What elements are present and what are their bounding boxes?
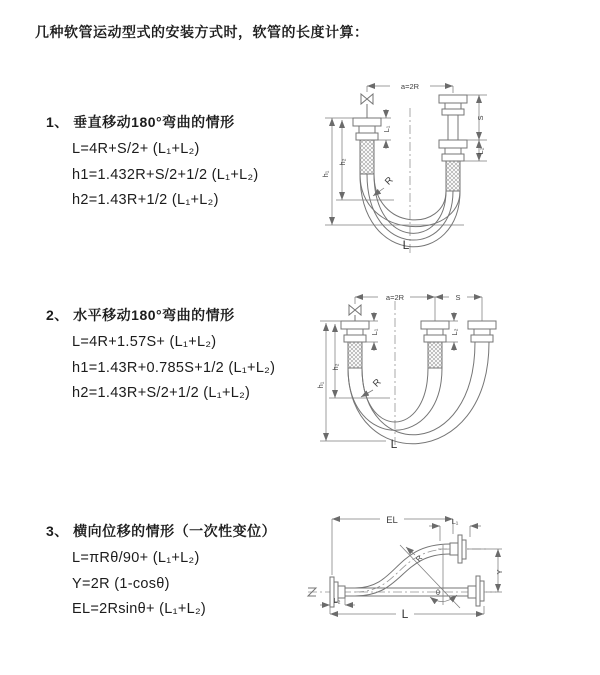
radius-label: R [382, 174, 396, 188]
length-label: L [401, 607, 409, 621]
flange-fitting [341, 321, 369, 342]
braided-hose-section [360, 140, 374, 174]
diagram-vertical-180-bend [312, 72, 597, 262]
flange-fitting [468, 321, 496, 342]
dim-label-s: S [476, 115, 485, 121]
diagram-horizontal-180-bend [310, 283, 600, 453]
flange-fitting [450, 535, 466, 563]
dim-label-l2: L₂ [333, 596, 341, 605]
dim-label-a2r: a=2R [400, 82, 420, 91]
radius-label: R [370, 376, 384, 390]
flange-fitting [439, 140, 467, 161]
formula-line: h1=1.432R+S/2+1/2 (L₁+L₂) [72, 166, 259, 183]
valve-icon [361, 94, 373, 118]
leader-line [406, 547, 415, 555]
dim-label-l1: L₁ [382, 125, 391, 133]
flange-fitting [353, 118, 381, 140]
section-vertical-move [46, 112, 259, 214]
leader-line [361, 390, 373, 397]
length-label: L [390, 437, 398, 451]
dim-label-el: EL [386, 515, 398, 526]
dim-label-s: S [455, 293, 461, 302]
braided-hose-section [428, 342, 442, 368]
flange-fitting [421, 321, 449, 342]
extension-line [332, 519, 453, 575]
dim-label-l2: L₂ [476, 147, 485, 155]
dim-label-y: Y [495, 569, 504, 575]
length-label: L [402, 238, 410, 252]
hose-curves [348, 342, 489, 444]
angle-label: θ [435, 588, 441, 597]
section-1-heading: 1、 垂直移动180°弯曲的情形 [46, 114, 235, 130]
dim-label-l1: L₁ [370, 328, 379, 336]
section-2-heading: 2、 水平移动180°弯曲的情形 [46, 307, 235, 323]
formula-line: L=4R+S/2+ (L₁+L₂) [72, 141, 200, 157]
dim-label-h2: h₂ [338, 158, 347, 166]
dim-label-l1: L₁ [451, 517, 459, 526]
extension-line [440, 526, 470, 541]
dim-label-l2: L₂ [450, 328, 459, 336]
flange-fitting [468, 576, 484, 606]
valve-icon [349, 305, 361, 321]
radius-label: R [413, 553, 425, 564]
formula-line: L=4R+1.57S+ (L₁+L₂) [72, 334, 217, 350]
braided-hose-section [348, 342, 362, 368]
section-horizontal-move [46, 305, 275, 407]
dim-label-a2r: a=2R [385, 293, 405, 302]
dim-label-h1: h₁ [321, 170, 330, 178]
formula-line: L=πRθ/90+ (L₁+L₂) [72, 550, 200, 566]
section-3-heading: 3、 横向位移的情形（一次性变位） [46, 523, 277, 539]
formula-line: Y=2R (1-cosθ) [72, 575, 170, 592]
page-title: 几种软管运动型式的安装方式时，软管的长度计算： [35, 24, 369, 40]
pipe-wall [448, 115, 458, 140]
dim-label-h2: h₂ [331, 363, 340, 371]
formula-line: EL=2Rsinθ+ (L₁+L₂) [72, 601, 207, 617]
diagram-lateral-displacement [300, 505, 600, 645]
formula-line: h1=1.43R+0.785S+1/2 (L₁+L₂) [72, 359, 276, 376]
section-lateral-displacement [46, 521, 276, 623]
flange-fitting [439, 95, 467, 115]
braided-hose-section [446, 161, 460, 191]
dim-label-h1: h₁ [316, 381, 325, 389]
formula-line: h2=1.43R+1/2 (L₁+L₂) [72, 192, 219, 208]
formula-line: h2=1.43R+S/2+1/2 (L₁+L₂) [72, 385, 251, 401]
